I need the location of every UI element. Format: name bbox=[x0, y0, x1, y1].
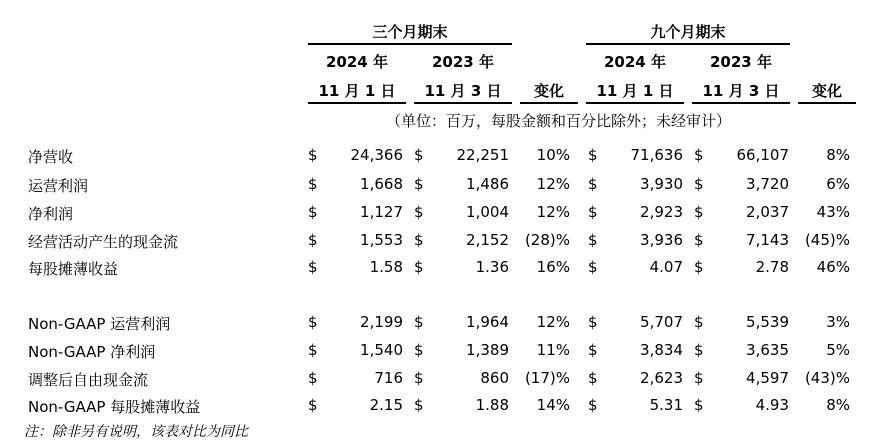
cell-q23: 1.36 bbox=[475, 258, 509, 276]
unit-note: （单位：百万，每股金额和百分比除外；未经审计） bbox=[386, 112, 732, 130]
currency-symbol: $ bbox=[308, 175, 318, 193]
rule-col-2024-n bbox=[586, 102, 684, 104]
rule-col-2024-q bbox=[308, 102, 406, 104]
cell-nchg: 46% bbox=[816, 258, 850, 276]
cell-n23: 4,597 bbox=[746, 369, 789, 387]
cell-qchg: 12% bbox=[536, 203, 570, 221]
cell-n23: 3,635 bbox=[746, 341, 789, 359]
currency-symbol: $ bbox=[588, 146, 598, 164]
currency-symbol: $ bbox=[694, 231, 704, 249]
row-label: Non-GAAP 净利润 bbox=[28, 343, 156, 361]
rule-col-2023-n bbox=[692, 102, 790, 104]
rule-col-change-n bbox=[798, 102, 856, 104]
row-label: 运营利润 bbox=[28, 177, 89, 195]
header-change-n: 变化 bbox=[811, 82, 842, 100]
cell-n24: 5,707 bbox=[640, 313, 683, 331]
currency-symbol: $ bbox=[308, 203, 318, 221]
currency-symbol: $ bbox=[414, 313, 424, 331]
cell-nchg: 6% bbox=[826, 175, 850, 193]
currency-symbol: $ bbox=[694, 369, 704, 387]
row-label: Non-GAAP 运营利润 bbox=[28, 315, 171, 333]
cell-n23: 3,720 bbox=[746, 175, 789, 193]
cell-n24: 5.31 bbox=[649, 396, 683, 414]
header-year-2023-q: 2023 年 bbox=[432, 53, 494, 71]
cell-nchg: 8% bbox=[826, 146, 850, 164]
cell-n23: 2.78 bbox=[755, 258, 789, 276]
currency-symbol: $ bbox=[308, 369, 318, 387]
cell-n23: 66,107 bbox=[736, 146, 789, 164]
cell-q24: 1,553 bbox=[360, 231, 403, 249]
cell-nchg: 3% bbox=[826, 313, 850, 331]
row-label: 调整后自由现金流 bbox=[28, 371, 149, 389]
rule-three-months bbox=[308, 43, 512, 45]
currency-symbol: $ bbox=[588, 369, 598, 387]
cell-q23: 1,389 bbox=[466, 341, 509, 359]
cell-nchg: (45)% bbox=[804, 231, 850, 249]
currency-symbol: $ bbox=[588, 396, 598, 414]
cell-q23: 22,251 bbox=[456, 146, 509, 164]
cell-qchg: 12% bbox=[536, 175, 570, 193]
currency-symbol: $ bbox=[308, 313, 318, 331]
header-date-nov3-n: 11 月 3 日 bbox=[702, 82, 780, 100]
currency-symbol: $ bbox=[414, 175, 424, 193]
currency-symbol: $ bbox=[694, 175, 704, 193]
cell-n24: 3,834 bbox=[640, 341, 683, 359]
row-label: Non-GAAP 每股摊薄收益 bbox=[28, 398, 201, 416]
cell-q24: 1.58 bbox=[369, 258, 403, 276]
currency-symbol: $ bbox=[694, 146, 704, 164]
cell-n24: 2,623 bbox=[640, 369, 683, 387]
cell-qchg: 14% bbox=[536, 396, 570, 414]
cell-q23: 1.88 bbox=[475, 396, 509, 414]
cell-qchg: 12% bbox=[536, 313, 570, 331]
header-date-nov1-q: 11 月 1 日 bbox=[318, 82, 396, 100]
currency-symbol: $ bbox=[414, 146, 424, 164]
currency-symbol: $ bbox=[308, 341, 318, 359]
cell-qchg: (17)% bbox=[524, 369, 570, 387]
cell-n24: 3,930 bbox=[640, 175, 683, 193]
cell-q23: 2,152 bbox=[466, 231, 509, 249]
cell-q23: 1,004 bbox=[466, 203, 509, 221]
header-change-q: 变化 bbox=[533, 82, 564, 100]
currency-symbol: $ bbox=[308, 231, 318, 249]
currency-symbol: $ bbox=[588, 203, 598, 221]
cell-q24: 1,668 bbox=[360, 175, 403, 193]
currency-symbol: $ bbox=[308, 258, 318, 276]
row-label: 净利润 bbox=[28, 205, 74, 223]
currency-symbol: $ bbox=[588, 341, 598, 359]
currency-symbol: $ bbox=[694, 258, 704, 276]
footnote: 注：除非另有说明，该表对比为同比 bbox=[24, 424, 248, 440]
cell-q23: 860 bbox=[480, 369, 509, 387]
currency-symbol: $ bbox=[588, 175, 598, 193]
currency-symbol: $ bbox=[694, 313, 704, 331]
rule-col-2023-q bbox=[414, 102, 512, 104]
header-year-2024-q: 2024 年 bbox=[326, 53, 388, 71]
currency-symbol: $ bbox=[414, 231, 424, 249]
row-label: 每股摊薄收益 bbox=[28, 260, 119, 278]
header-date-nov3-q: 11 月 3 日 bbox=[424, 82, 502, 100]
cell-q24: 2.15 bbox=[369, 396, 403, 414]
currency-symbol: $ bbox=[308, 396, 318, 414]
currency-symbol: $ bbox=[588, 258, 598, 276]
currency-symbol: $ bbox=[414, 203, 424, 221]
currency-symbol: $ bbox=[694, 341, 704, 359]
currency-symbol: $ bbox=[588, 231, 598, 249]
cell-n23: 7,143 bbox=[746, 231, 789, 249]
cell-n23: 4.93 bbox=[755, 396, 789, 414]
header-nine-months: 九个月期末 bbox=[650, 23, 726, 41]
cell-n24: 71,636 bbox=[630, 146, 683, 164]
cell-q23: 1,964 bbox=[466, 313, 509, 331]
cell-nchg: 43% bbox=[816, 203, 850, 221]
header-date-nov1-n: 11 月 1 日 bbox=[596, 82, 674, 100]
cell-q24: 716 bbox=[374, 369, 403, 387]
currency-symbol: $ bbox=[694, 203, 704, 221]
cell-n23: 5,539 bbox=[746, 313, 789, 331]
cell-qchg: 16% bbox=[536, 258, 570, 276]
cell-qchg: 10% bbox=[536, 146, 570, 164]
currency-symbol: $ bbox=[588, 313, 598, 331]
cell-q24: 1,127 bbox=[360, 203, 403, 221]
cell-q24: 2,199 bbox=[360, 313, 403, 331]
cell-n23: 2,037 bbox=[746, 203, 789, 221]
header-year-2024-n: 2024 年 bbox=[604, 53, 666, 71]
cell-qchg: 11% bbox=[536, 341, 570, 359]
rule-nine-months bbox=[586, 43, 790, 45]
cell-n24: 2,923 bbox=[640, 203, 683, 221]
row-label: 经营活动产生的现金流 bbox=[28, 233, 179, 251]
currency-symbol: $ bbox=[414, 341, 424, 359]
header-three-months: 三个月期末 bbox=[372, 23, 448, 41]
currency-symbol: $ bbox=[414, 396, 424, 414]
cell-nchg: 8% bbox=[826, 396, 850, 414]
cell-nchg: 5% bbox=[826, 341, 850, 359]
cell-q23: 1,486 bbox=[466, 175, 509, 193]
currency-symbol: $ bbox=[308, 146, 318, 164]
row-label: 净营收 bbox=[28, 148, 74, 166]
rule-col-change-q bbox=[520, 102, 578, 104]
cell-n24: 3,936 bbox=[640, 231, 683, 249]
cell-qchg: (28)% bbox=[524, 231, 570, 249]
cell-nchg: (43)% bbox=[804, 369, 850, 387]
cell-q24: 1,540 bbox=[360, 341, 403, 359]
header-year-2023-n: 2023 年 bbox=[710, 53, 772, 71]
currency-symbol: $ bbox=[694, 396, 704, 414]
currency-symbol: $ bbox=[414, 258, 424, 276]
cell-n24: 4.07 bbox=[649, 258, 683, 276]
currency-symbol: $ bbox=[414, 369, 424, 387]
cell-q24: 24,366 bbox=[350, 146, 403, 164]
